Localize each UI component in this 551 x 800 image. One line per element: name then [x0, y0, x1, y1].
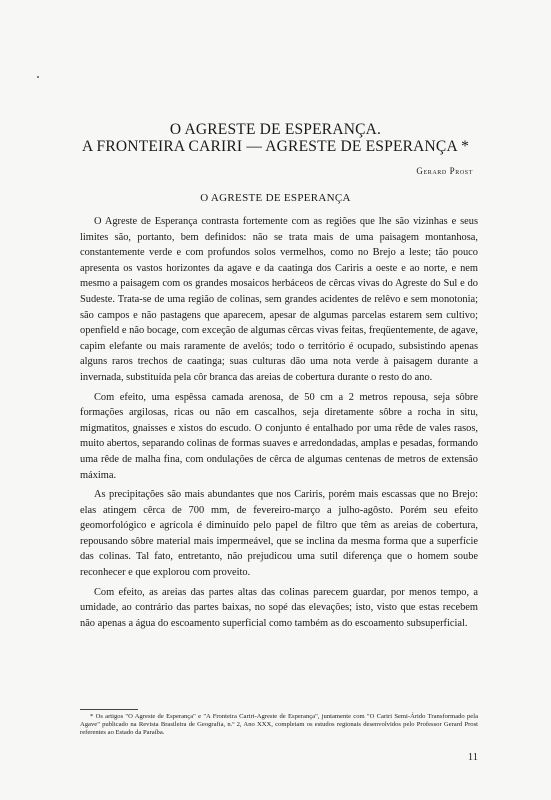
- page-number: 11: [467, 752, 478, 763]
- paragraph-1: O Agreste de Esperança contrasta fortemente com as regiões que lhe são vizinhas e seus limites são, portanto, bem definidos: não se trata mais de uma paisagem montanhosa, constantemente verde e com profundos solos vermelhos, como no Brejo a leste; tão pouco apresenta os vastos horizontes da agave e da caatinga dos Cariris a oeste e ao norte, e nem mesmo a paisagem com os grandes mosaicos herbáceos de cêrcas vivas do Agreste do Sul e do Sudeste. Trata-se de uma região de colinas, sem grandes acidentes de relêvo e sem monotonia; são campos e não pastagens que aparecem, apesar de algumas parcelas estarem sem cultivo; openfield e não bocage, com exceção de algumas cêrcas vivas feitas, freqüentemente, de agave, capim elefante ou mais raramente de avelós; todo o território é ocupado, subsistindo apenas alguns raros trechos de caatinga; suas culturas dão uma nota verde à paisagem durante a invernada, substituída pela côr branca das areias de cobertura durante o resto do ano.: [80, 216, 478, 383]
- article-title-line1: O AGRESTE DE ESPERANÇA.: [169, 121, 382, 138]
- article-title-line2: A FRONTEIRA CARIRI — AGRESTE DE ESPERANÇA *: [81, 138, 470, 155]
- body-text: [80, 214, 478, 635]
- section-heading: O AGRESTE DE ESPERANÇA: [200, 192, 351, 204]
- paragraph-3: As precipitações são mais abundantes que nos Cariris, porém mais escassas que no Brejo: elas atingem cêrca de 700 mm, de fevereiro-março a julho-agôsto. Porém seu efeito geomorfológico e agrícola é diminuído pelo papel de filtro que têm as areias de cobertura, repousando sôbre material mais impermeável, que se inclina da mesma forma que a superfície das colinas. Tal fato, entretanto, não prejudicou uma sutil diferença que o homem soube reconhecer e que explorou com proveito.: [80, 489, 478, 579]
- paragraph-4: Com efeito, as areias das partes altas das colinas parecem guardar, por menos tempo, a umidade, ao contrário das partes baixas, no sopé das elevações; isto, visto que estas recebem não apenas a água do escoamento superficial como também as do escoamento subsuperficial.: [80, 586, 478, 629]
- footnote: [80, 713, 478, 737]
- footnote-separator: [80, 709, 138, 710]
- paragraph-2: Com efeito, uma espêssa camada arenosa, de 50 cm a 2 metros repousa, seja sôbre formações argilosas, ricas ou não em cascalhos, seja diretamente sôbre a rocha in situ, migmatitos, gnaisses e xistos do escudo. O conjunto é entalhado por uma rêde de vales rasos, muito abertos, separando colinas de formas suaves e arredondadas, amplas e pesadas, formando uma rêde de malha fina, com ondulações de cêrca de algumas centenas de metros de extensão máxima.: [80, 391, 478, 481]
- author-name: Gerard Prost: [416, 166, 473, 176]
- scan-speck: [37, 76, 39, 78]
- footnote-text: * Os artigos "O Agreste de Esperança" e "A Fronteira Cariri-Agreste de Esperança", juntamente com "O Cariri Semi-Árido Transformado pela Agave" publicado na Revista Brasileira de Geografia, n.º 2, Ano XXX, compleiam os estudos regionais desenvolvidos pelo Professor Gerard Prost referentes ao Estado da Paraíba.: [80, 713, 478, 736]
